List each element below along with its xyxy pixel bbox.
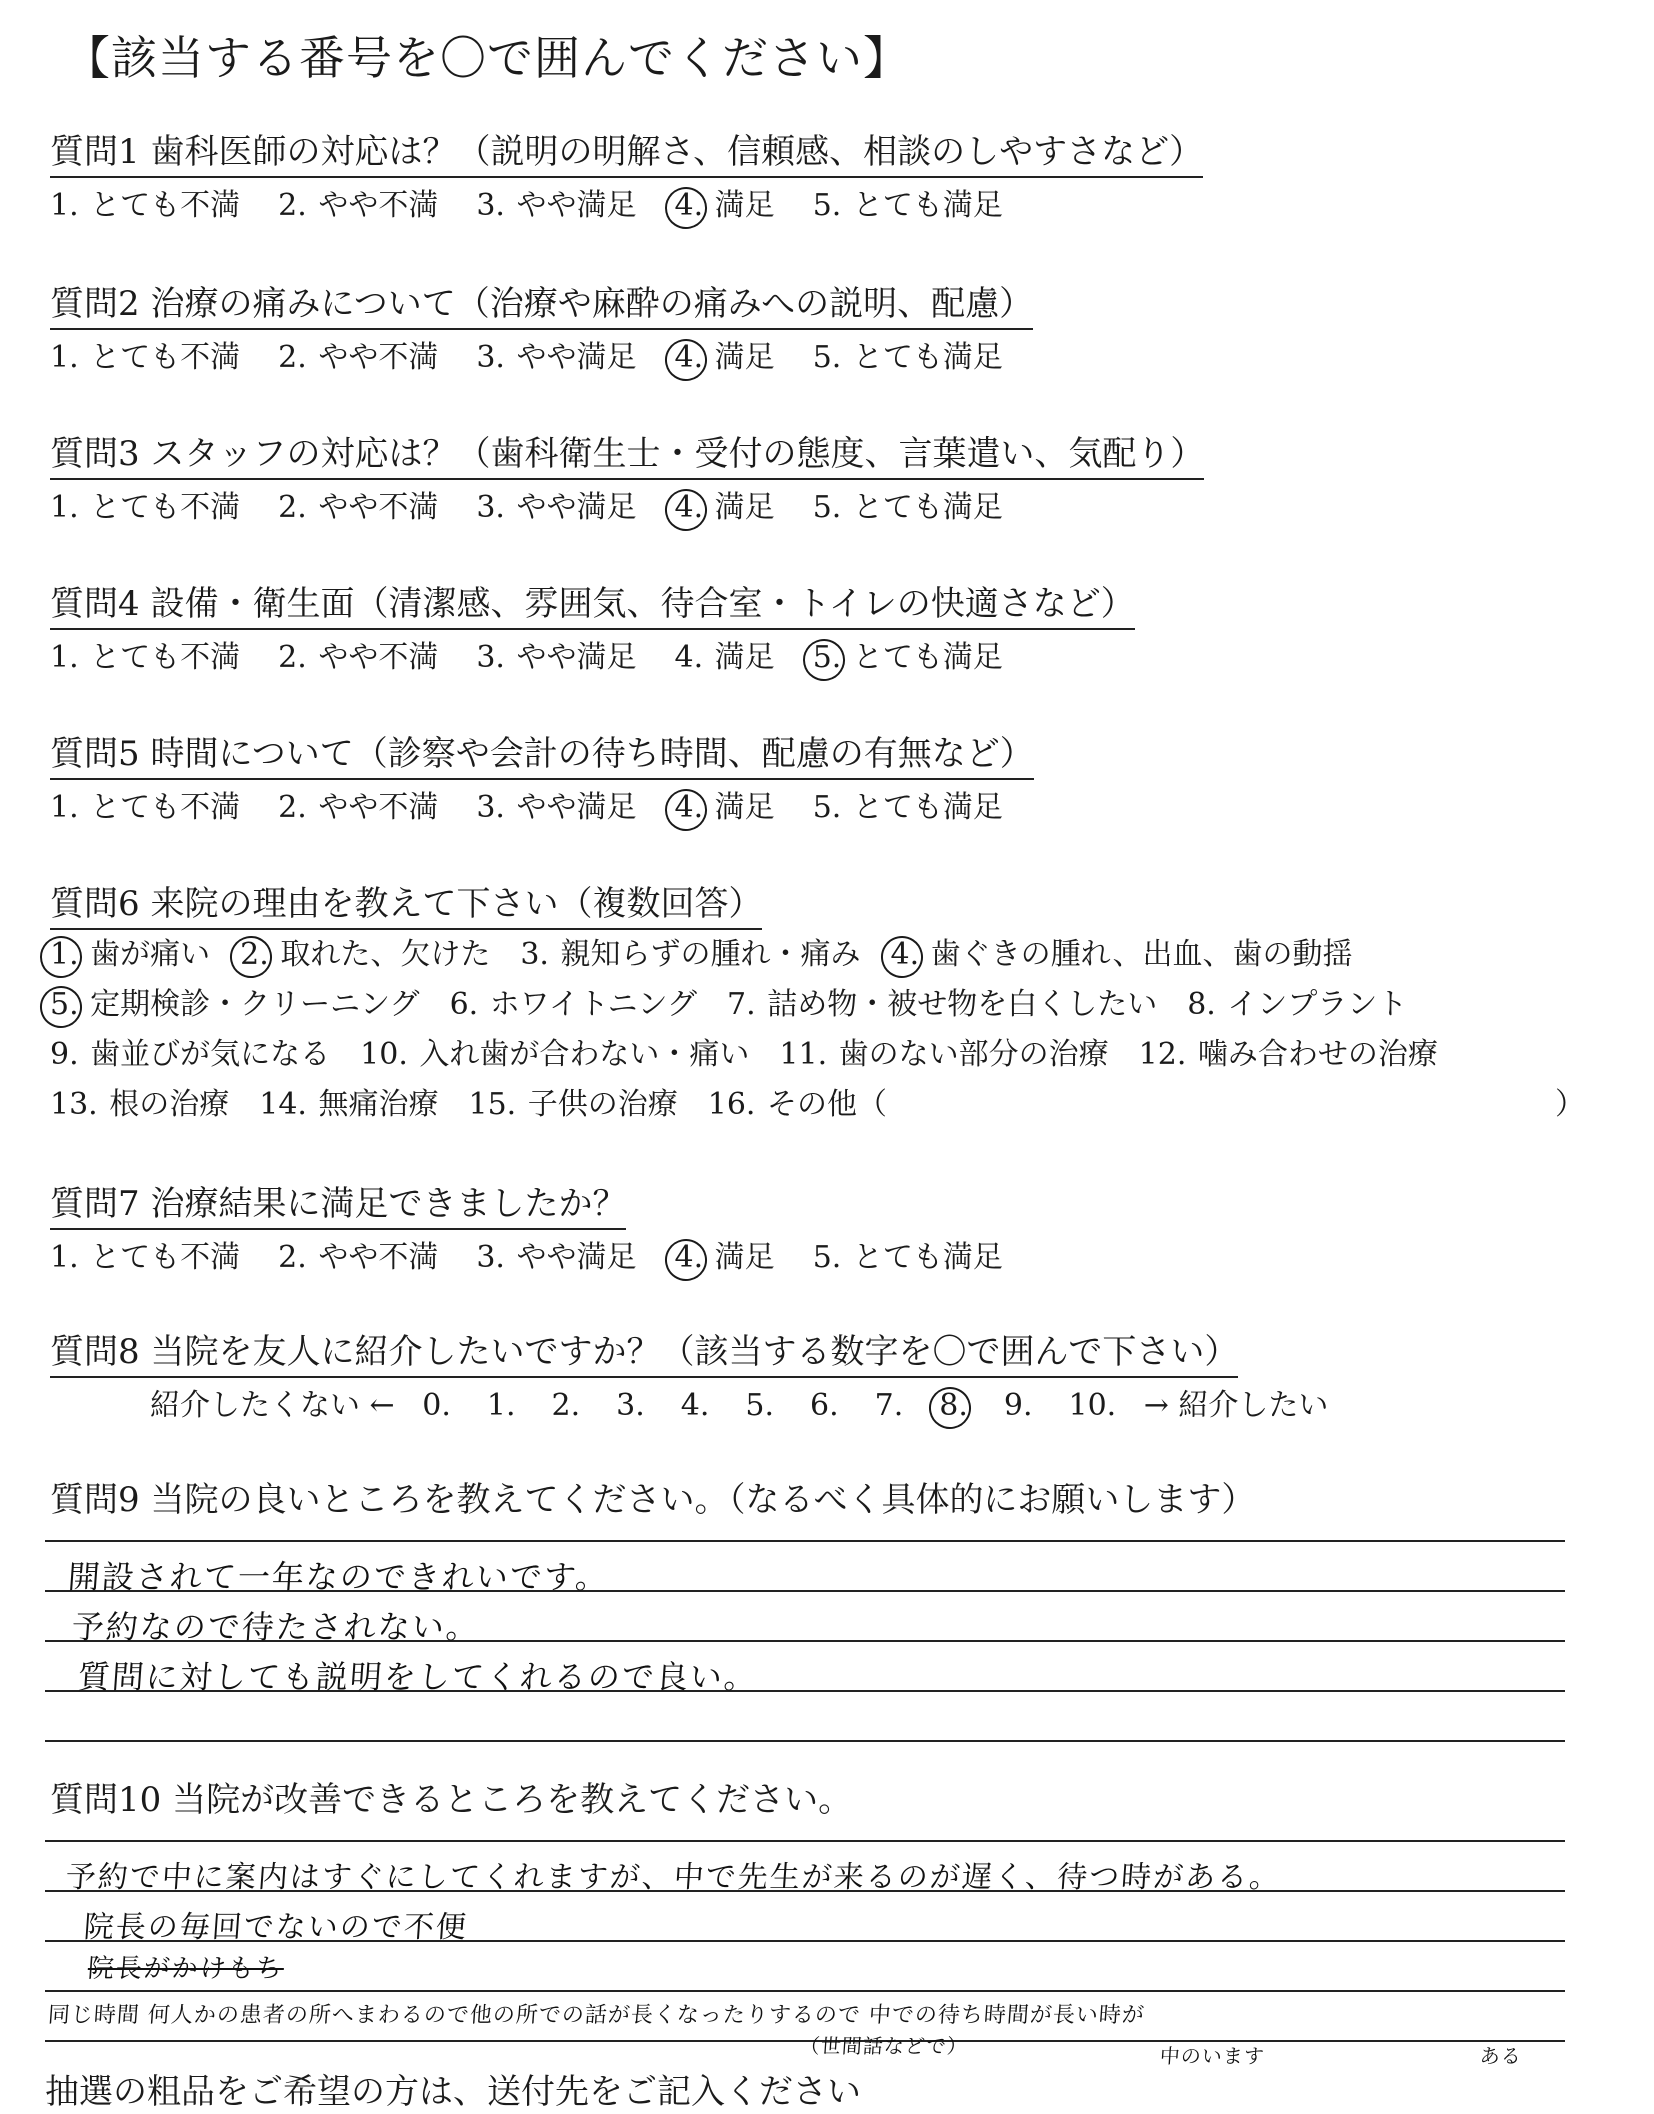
q9-line-1 — [45, 1540, 1565, 1542]
option-5[interactable]: 5. とても満足 — [812, 188, 1003, 223]
option-5[interactable]: 5. とても満足 — [812, 1240, 1003, 1275]
q5-options — [50, 788, 1003, 828]
option-1[interactable]: 1. とても不満 — [50, 490, 241, 525]
q1-heading: 質問1 歯科医師の対応は？（説明の明解さ、信頼感、相談のしやすさなど） — [50, 130, 1203, 178]
option-2[interactable]: 2. やや不満 — [278, 790, 439, 825]
q9-line-5 — [45, 1740, 1565, 1742]
option-1[interactable]: 1. とても不満 — [50, 1240, 241, 1275]
q7-options — [50, 1238, 1003, 1278]
option-2[interactable]: 2. やや不満 — [278, 1240, 439, 1275]
q8-number-10[interactable]: 10. — [1068, 1388, 1117, 1423]
option-4[interactable]: 4. 満足 — [675, 788, 775, 828]
option-3[interactable]: 3. やや満足 — [476, 790, 637, 825]
option-3[interactable]: 3. やや満足 — [476, 1240, 637, 1275]
option-2[interactable]: 2. やや不満 — [278, 188, 439, 223]
q6-option-8[interactable]: 8. インプラント — [1187, 987, 1408, 1022]
q6-option-3[interactable]: 3. 親知らずの腫れ・痛み — [520, 937, 861, 972]
option-5[interactable]: 5. とても満足 — [812, 790, 1003, 825]
q6-option-16[interactable]: 16. その他（ — [707, 1087, 887, 1122]
option-2[interactable]: 2. やや不満 — [278, 340, 439, 375]
q8-number-0[interactable]: 0. — [422, 1388, 451, 1423]
q6-option-10[interactable]: 10. 入れ歯が合わない・痛い — [360, 1037, 750, 1072]
option-5[interactable]: 5. とても満足 — [813, 638, 1003, 678]
q10-answer-4: 同じ時間 何人かの患者の所へまわるので他の所での話が長くなったりするので 中での待ち時間が長い時が — [46, 2003, 1146, 2028]
q6-option-11[interactable]: 11. 歯のない部分の治療 — [779, 1037, 1109, 1072]
q8-scale — [150, 1386, 1328, 1426]
q10-line-4 — [45, 1990, 1565, 1992]
q2-heading: 質問2 治療の痛みについて（治療や麻酔の痛みへの説明、配慮） — [50, 282, 1033, 330]
option-2[interactable]: 2. やや不満 — [278, 490, 439, 525]
option-4[interactable]: 4. 満足 — [675, 488, 775, 528]
q8-number-2[interactable]: 2. — [551, 1388, 581, 1423]
q4-heading: 質問4 設備・衛生面（清潔感、雰囲気、待合室・トイレの快適さなど） — [50, 582, 1135, 630]
q8-number-4[interactable]: 4. — [680, 1388, 710, 1423]
q10-answer-1: 予約で中に案内はすぐにしてくれますが、中で先生が来るのが遅く、待つ時がある。 — [64, 1860, 1283, 1895]
q8-number-8[interactable]: 8. — [939, 1386, 968, 1426]
q9-answer-3: 質問に対しても説明をしてくれるので良い。 — [76, 1658, 760, 1696]
q6-option-4[interactable]: 4. 歯ぐきの腫れ、出血、歯の動揺 — [891, 935, 1353, 975]
q6-row-3 — [50, 1035, 1468, 1075]
option-4[interactable]: 4. 満足 — [674, 640, 775, 675]
option-1[interactable]: 1. とても不満 — [50, 340, 241, 375]
q6-heading: 質問6 来院の理由を教えて下さい（複数回答） — [50, 882, 762, 930]
option-1[interactable]: 1. とても不満 — [50, 640, 241, 675]
q8-number-9[interactable]: 9. — [1003, 1388, 1033, 1423]
option-2[interactable]: 2. やや不満 — [278, 640, 439, 675]
q5-heading: 質問5 時間について（診察や会計の待ち時間、配慮の有無など） — [50, 732, 1034, 780]
q8-number-5[interactable]: 5. — [745, 1388, 774, 1423]
q6-row-4 — [50, 1085, 917, 1125]
q6-option-12[interactable]: 12. 噛み合わせの治療 — [1138, 1037, 1438, 1072]
q8-numbers — [404, 1386, 1134, 1426]
option-5[interactable]: 5. とても満足 — [812, 340, 1003, 375]
q9-answer-2: 予約なので待たされない。 — [70, 1608, 482, 1646]
q2-options — [50, 338, 1003, 378]
option-3[interactable]: 3. やや満足 — [476, 490, 637, 525]
q6-option-2[interactable]: 2. 取れた、欠けた — [240, 935, 490, 975]
q6-option-1[interactable]: 1. 歯が痛い — [50, 935, 210, 975]
form-title: 【該当する番号を〇で囲んでください】 — [64, 31, 910, 85]
q6-option-7[interactable]: 7. 詰め物・被せ物を白くしたい — [727, 987, 1158, 1022]
option-4[interactable]: 4. 満足 — [675, 338, 775, 378]
q4-options — [50, 638, 1003, 678]
q10-answer-2: 院長の毎回でないので不便 — [82, 1910, 469, 1945]
option-1[interactable]: 1. とても不満 — [50, 188, 241, 223]
q10-heading: 質問10 当院が改善できるところを教えてください。 — [50, 1780, 853, 1820]
q6-option-9[interactable]: 9. 歯並びが気になる — [50, 1037, 331, 1072]
q6-row-1 — [50, 935, 1382, 975]
q8-number-7[interactable]: 7. — [874, 1388, 904, 1423]
q10-answer-3: 院長がかけもち — [86, 1954, 285, 1984]
option-3[interactable]: 3. やや満足 — [476, 188, 637, 223]
q6-option-5[interactable]: 5. 定期検診・クリーニング — [50, 985, 420, 1025]
q8-number-6[interactable]: 6. — [809, 1388, 839, 1423]
option-5[interactable]: 5. とても満足 — [812, 490, 1003, 525]
q9-heading: 質問9 当院の良いところを教えてください。（なるべく具体的にお願いします） — [50, 1480, 1256, 1520]
q10-answer-insert: 中のいます — [1159, 2044, 1266, 2068]
q3-heading: 質問3 スタッフの対応は？（歯科衛生士・受付の態度、言葉遣い、気配り） — [50, 432, 1204, 480]
q8-number-3[interactable]: 3. — [616, 1388, 645, 1423]
q9-answer-1: 開設されて一年なのできれいです。 — [66, 1558, 611, 1596]
prize-instruction: 抽選の粗品をご希望の方は、送付先をご記入ください — [45, 2072, 861, 2112]
q10-line-1 — [45, 1840, 1565, 1842]
q8-right-label: → 紹介したい — [1143, 1388, 1329, 1423]
option-3[interactable]: 3. やや満足 — [476, 340, 637, 375]
q6-option-14[interactable]: 14. 無痛治療 — [259, 1087, 439, 1122]
option-1[interactable]: 1. とても不満 — [50, 790, 241, 825]
q8-left-label: 紹介したくない ← — [150, 1388, 395, 1423]
q6-option-13[interactable]: 13. 根の治療 — [50, 1087, 230, 1122]
q1-options — [50, 186, 1003, 226]
q6-row-2 — [50, 985, 1437, 1025]
q7-heading: 質問7 治療結果に満足できましたか？ — [50, 1182, 626, 1230]
q3-options — [50, 488, 1003, 528]
q8-number-1[interactable]: 1. — [486, 1388, 516, 1423]
option-4[interactable]: 4. 満足 — [675, 1238, 775, 1278]
option-3[interactable]: 3. やや満足 — [476, 640, 637, 675]
q10-answer-note: （世間話などで） — [799, 2034, 969, 2058]
q6-close-paren: ） — [1555, 1087, 1585, 1122]
option-4[interactable]: 4. 満足 — [675, 186, 775, 226]
q6-option-6[interactable]: 6. ホワイトニング — [449, 987, 698, 1022]
q10-answer-end: ある — [1479, 2044, 1523, 2068]
q6-option-15[interactable]: 15. 子供の治療 — [468, 1087, 678, 1122]
q8-heading: 質問8 当院を友人に紹介したいですか？（該当する数字を〇で囲んで下さい） — [50, 1330, 1238, 1378]
